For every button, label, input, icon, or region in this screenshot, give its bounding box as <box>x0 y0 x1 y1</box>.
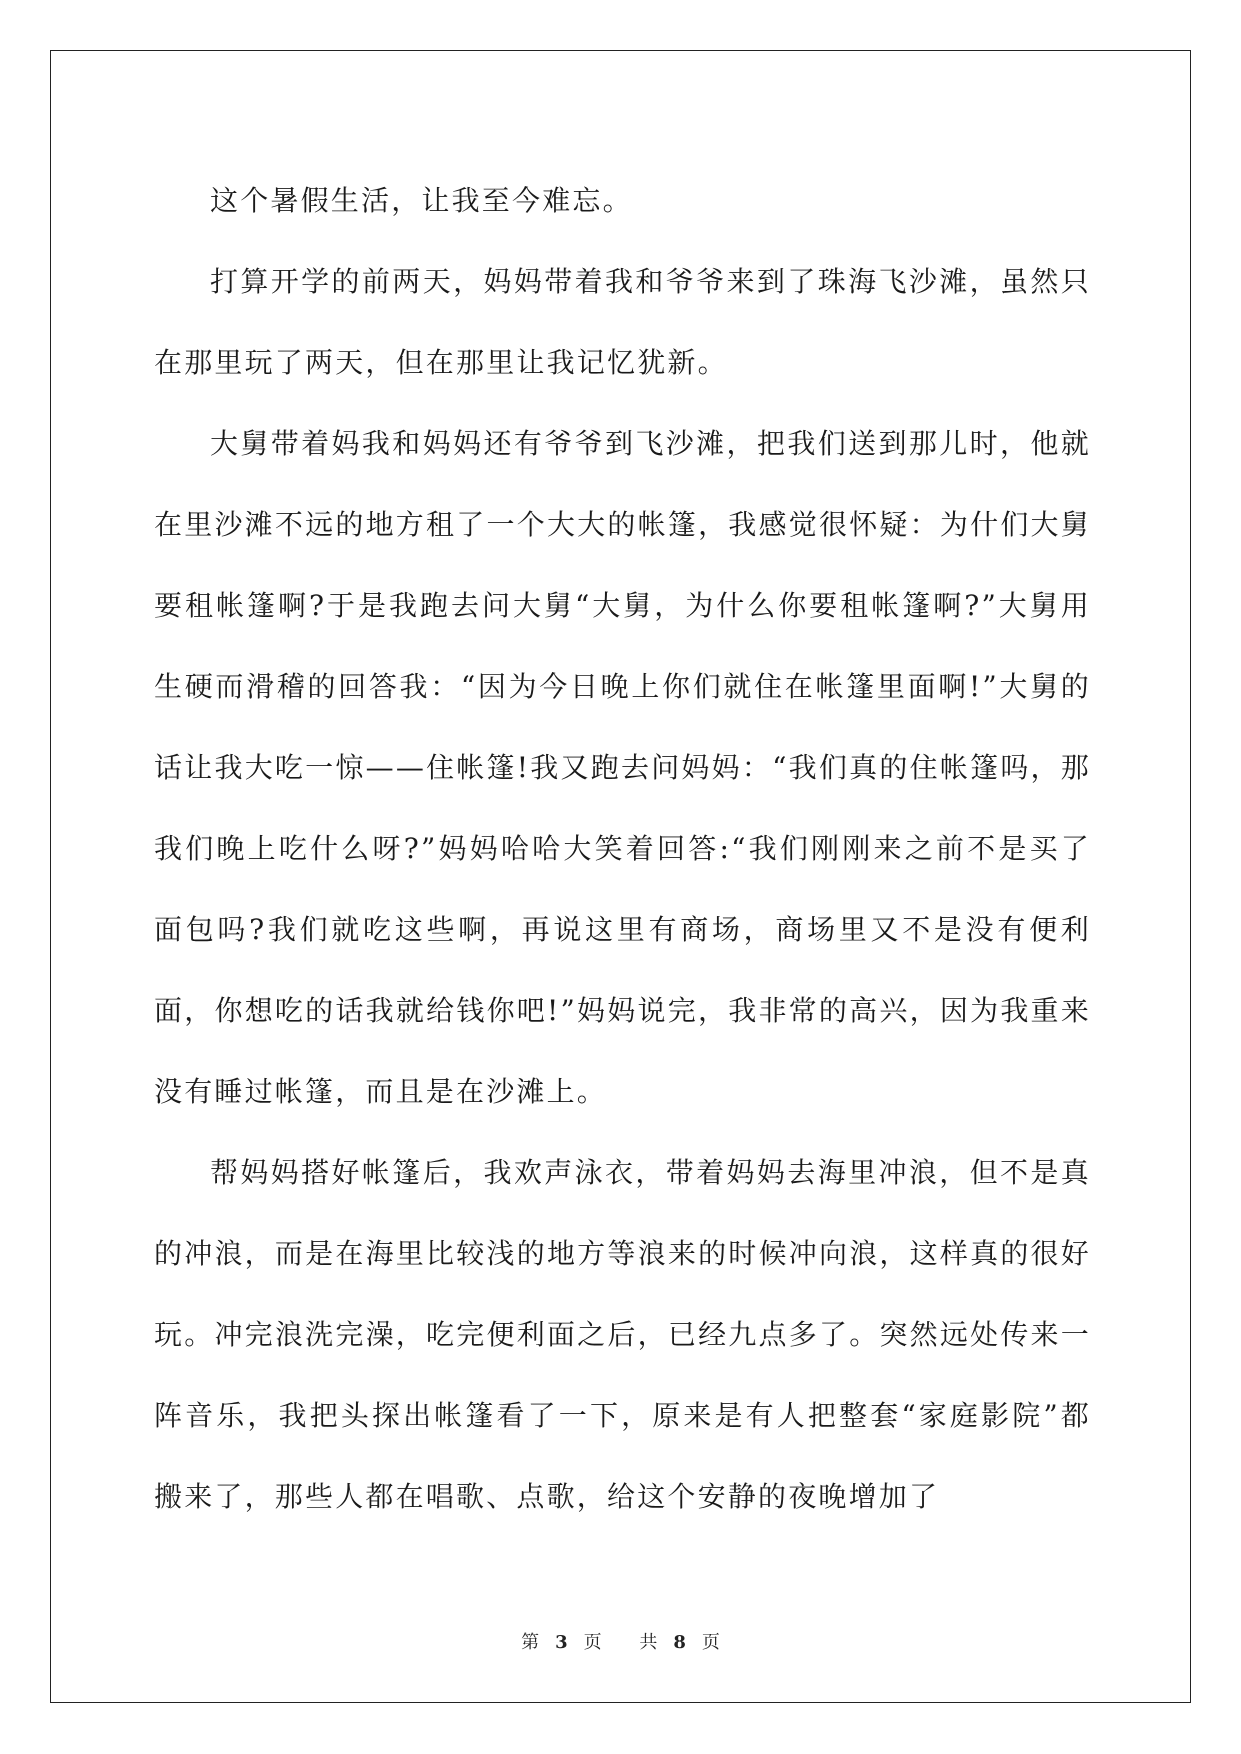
total-pages: 8 <box>673 1632 686 1653</box>
page-footer <box>0 1628 1241 1654</box>
paragraph-4: 帮妈妈搭好帐篷后，我欢声泳衣，带着妈妈去海里冲浪，但不是真的冲浪，而是在海里比较浅的地方等浪来的时候冲向浪，这样真的很好玩。冲完浪洗完澡，吃完便利面之后，已经九点多了。突然远处传来一阵音乐，我把头探出帐篷看了一下，原来是有人把整套“家庭影院”都搬来了，那些人都在唱歌、点歌，给这个安静的夜晚增加了 <box>154 1156 1091 1513</box>
total-indicator <box>631 1632 728 1653</box>
total-suffix: 页 <box>701 1632 720 1653</box>
paragraph-2: 打算开学的前两天，妈妈带着我和爷爷来到了珠海飞沙滩，虽然只在那里玩了两天，但在那里让我记忆犹新。 <box>154 265 1091 379</box>
paragraph-3: 大舅带着妈我和妈妈还有爷爷到飞沙滩，把我们送到那儿时，他就在里沙滩不远的地方租了一个大大的帐篷，我感觉很怀疑：为什们大舅要租帐篷啊?于是我跑去问大舅“大舅，为什么你要租帐篷啊?”大舅用生硬而滑稽的回答我：“因为今日晚上你们就住在帐篷里面啊!”大舅的话让我大吃一惊——住帐篷!我又跑去问妈妈：“我们真的住帐篷吗，那我们晚上吃什么呀?”妈妈哈哈大笑着回答:“我们刚刚来之前不是买了面包吗?我们就吃这些啊，再说这里有商场，商场里又不是没有便利面，你想吃的话我就给钱你吧!”妈妈说完，我非常的高兴，因为我重来没有睡过帐篷，而且是在沙滩上。 <box>154 427 1091 1108</box>
paragraph-1: 这个暑假生活，让我至今难忘。 <box>210 184 633 217</box>
page-prefix: 第 <box>521 1632 540 1653</box>
document-body <box>154 160 1091 1537</box>
page-number: 3 <box>555 1632 568 1653</box>
total-prefix: 共 <box>639 1632 658 1653</box>
page-indicator <box>513 1632 610 1653</box>
page-suffix: 页 <box>583 1632 602 1653</box>
